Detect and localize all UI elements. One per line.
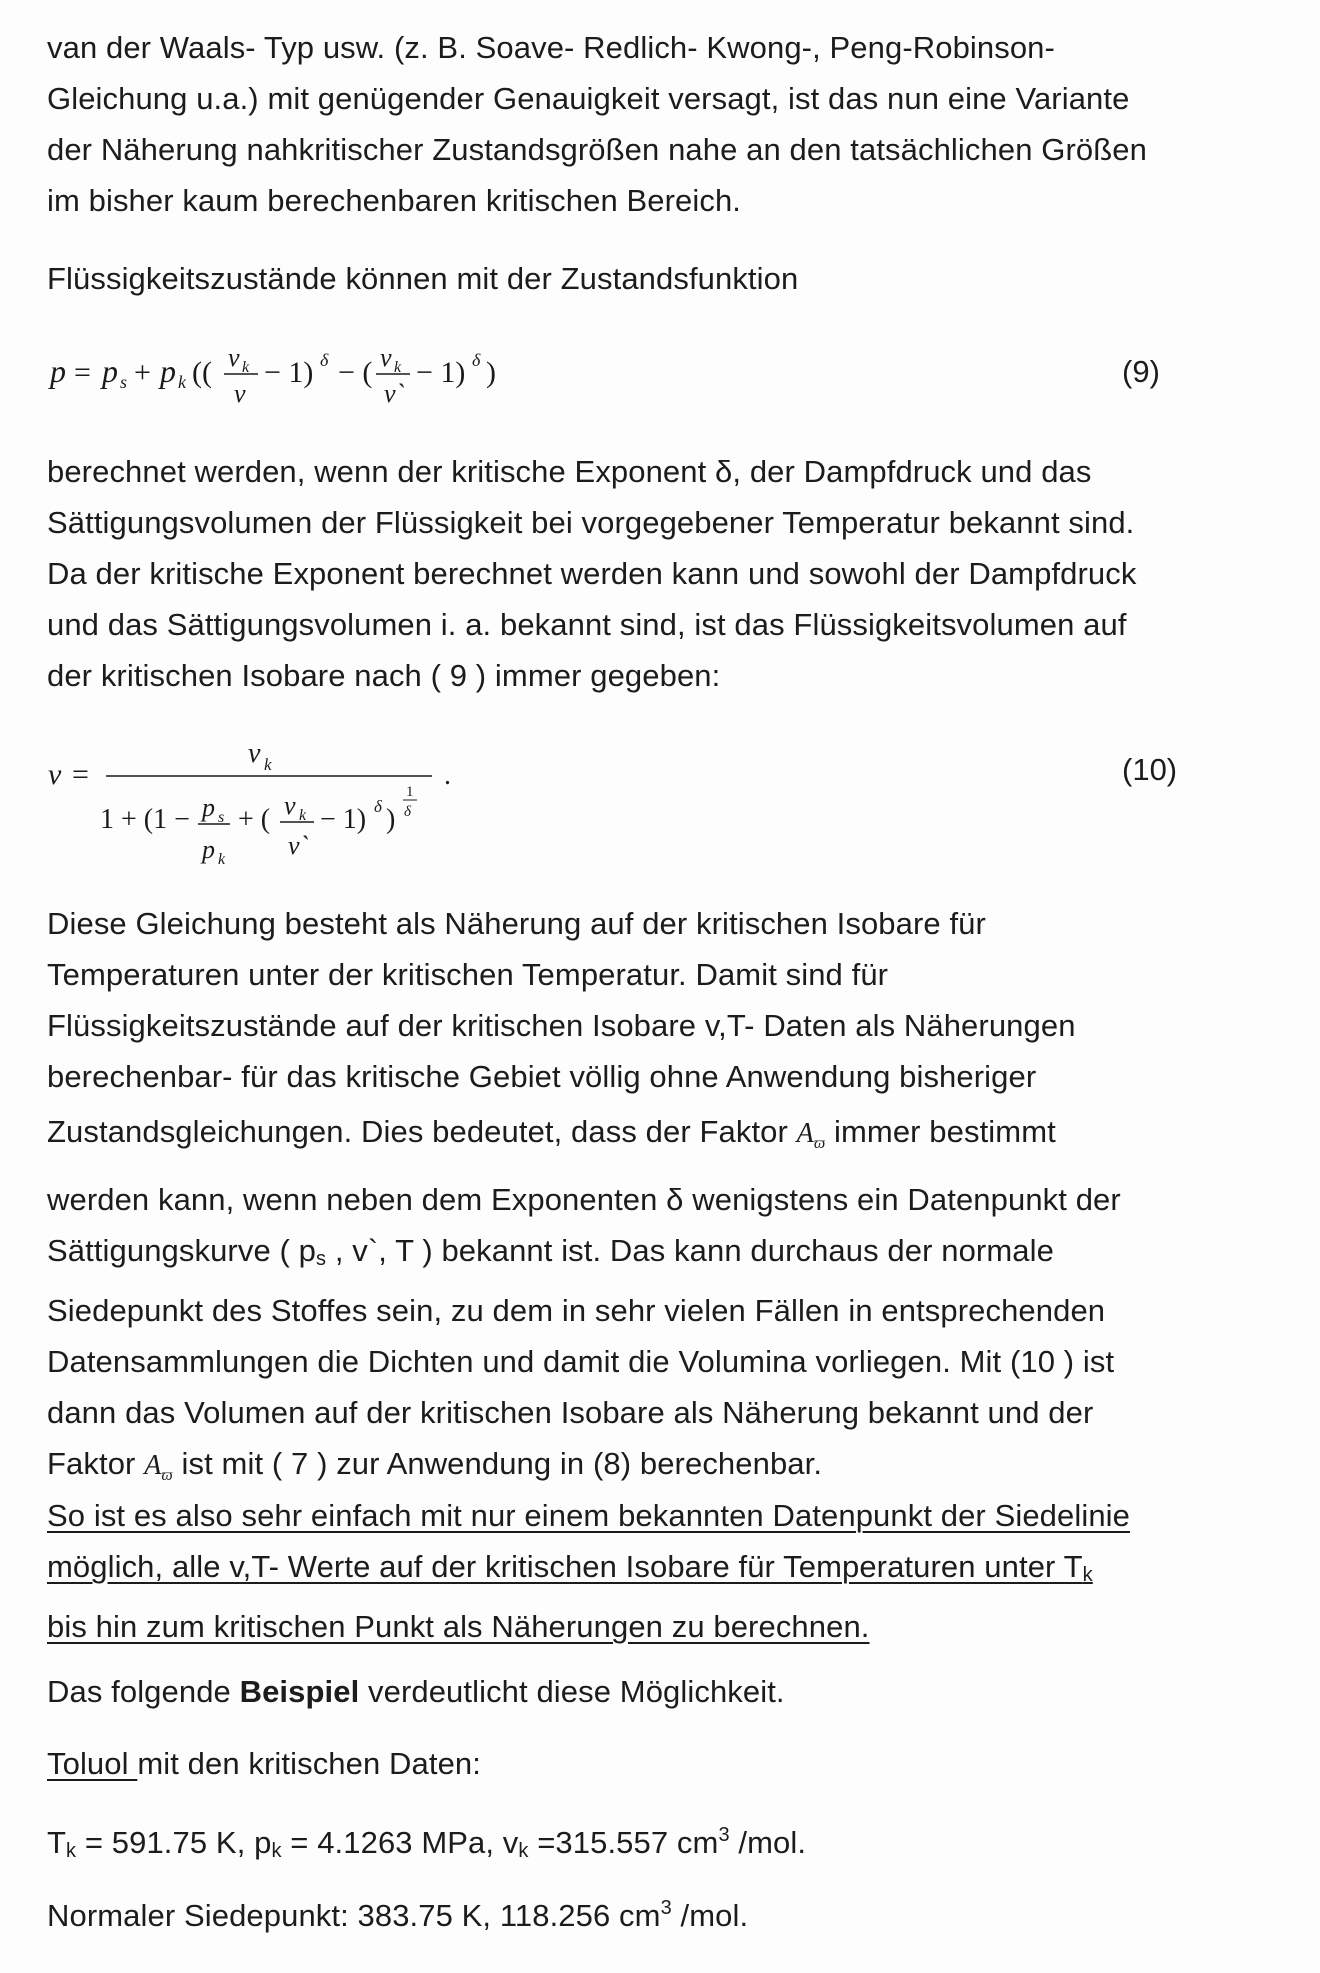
text-line: berechenbar- für das kritische Gebiet völlig ohne Anwendung bisheriger — [47, 1059, 1037, 1094]
superscript-3: 3 — [718, 1824, 730, 1846]
text-segment: Faktor — [47, 1446, 136, 1481]
text-line: Datensammlungen die Dichten und damit die Volumina vorliegen. Mit (10 ) ist — [47, 1344, 1115, 1379]
svg-text:1: 1 — [406, 784, 414, 800]
text-line: Diese Gleichung besteht als Näherung auf der kritischen Isobare für — [47, 906, 986, 941]
svg-text:k: k — [242, 359, 250, 376]
svg-text:k: k — [264, 755, 272, 774]
svg-text:p: p — [102, 353, 118, 389]
equation-9 — [40, 330, 560, 420]
svg-text:− 1): − 1) — [320, 804, 367, 835]
factor-a-omega: $A_ϖ$ — [144, 1450, 173, 1484]
subscript-k: k — [1082, 1564, 1093, 1586]
svg-text:δ: δ — [320, 350, 329, 370]
text-segment: =315.557 cm — [528, 1825, 719, 1860]
svg-text:δ: δ — [404, 804, 411, 820]
svg-text:): ) — [386, 804, 396, 835]
svg-text:− 1): − 1) — [416, 356, 466, 389]
text-line-with-bold — [47, 1666, 1287, 1717]
text-line-toluol — [47, 1738, 1287, 1789]
equation-10 — [40, 728, 480, 878]
paragraph-approximation — [47, 898, 1287, 1501]
text-segment: möglich, alle v,T- Werte auf der kritischen Isobare für Temperaturen unter T — [47, 1549, 1083, 1584]
text-line: So ist es also sehr einfach mit nur einem bekannten Datenpunkt der Siedelinie — [47, 1498, 1130, 1533]
svg-text:((: (( — [192, 356, 212, 389]
svg-text:=: = — [74, 356, 91, 389]
svg-text:v: v — [380, 343, 392, 372]
svg-text:p: p — [202, 793, 215, 822]
text-segment: Normaler Siedepunkt: 383.75 K, 118.256 cm — [47, 1898, 661, 1933]
text-segment: = 591.75 K, p — [76, 1825, 272, 1860]
text-line: der kritischen Isobare nach ( 9 ) immer gegeben: — [47, 658, 721, 693]
text-line: bis hin zum kritischen Punkt als Näherungen zu berechnen. — [47, 1609, 870, 1644]
svg-text:v: v — [248, 738, 261, 769]
svg-text:s: s — [120, 372, 128, 392]
equation-number-10: (10) — [1122, 752, 1178, 787]
paragraph-critical-data — [47, 1810, 1287, 1877]
paragraph-boiling-point — [47, 1883, 1287, 1941]
subscript-s: s — [316, 1248, 327, 1270]
text-segment: verdeutlicht diese Möglichkeit. — [359, 1674, 785, 1709]
svg-text:k: k — [218, 851, 226, 868]
svg-text:+: + — [134, 356, 151, 389]
svg-text:.: . — [444, 760, 451, 791]
text-line: Flüssigkeitszustände können mit der Zustandsfunktion — [47, 261, 799, 296]
svg-text:− (: − ( — [338, 356, 373, 389]
svg-text:δ: δ — [472, 350, 481, 370]
svg-text:+ (: + ( — [238, 804, 271, 835]
svg-text:=: = — [72, 758, 89, 791]
svg-text:k: k — [394, 359, 402, 376]
svg-text:v`: v` — [384, 379, 405, 408]
svg-text:): ) — [486, 356, 496, 389]
subscript-k: k — [518, 1840, 529, 1862]
svg-text:− 1): − 1) — [264, 356, 314, 389]
text-segment: /mol. — [671, 1898, 749, 1933]
toluol-label: Toluol — [47, 1746, 138, 1781]
text-line: van der Waals- Typ usw. (z. B. Soave- Redlich- Kwong-, Peng-Robinson- — [47, 30, 1055, 65]
text-line: der Näherung nahkritischer Zustandsgrößen nahe an den tatsächlichen Größen — [47, 132, 1147, 167]
svg-text:p: p — [50, 353, 66, 389]
text-line: Temperaturen unter der kritischen Temperatur. Damit sind für — [47, 957, 889, 992]
bold-example: Beispiel — [239, 1674, 360, 1709]
svg-text:v: v — [228, 343, 240, 372]
text-line-with-subscript — [47, 1225, 1287, 1285]
text-segment: ist mit ( 7 ) zur Anwendung in (8) berechenbar. — [181, 1446, 823, 1481]
svg-text:s: s — [218, 809, 225, 826]
factor-a-omega: $A_ϖ$ — [796, 1118, 826, 1152]
svg-text:1 + (1 −: 1 + (1 − — [100, 804, 190, 835]
paragraph-toluol — [47, 1738, 1287, 1789]
svg-text:v`: v` — [288, 831, 309, 860]
text-segment: = 4.1263 MPa, v — [281, 1825, 519, 1860]
text-line: werden kann, wenn neben dem Exponenten δ wenigstens ein Datenpunkt der — [47, 1182, 1121, 1217]
paragraph-exponent — [47, 446, 1287, 701]
svg-text:δ: δ — [374, 797, 382, 816]
paragraph-intro — [47, 22, 1287, 226]
svg-text:v: v — [48, 758, 62, 791]
text-segment: , v`, T ) bekannt ist. Das kann durchaus der normale — [326, 1233, 1054, 1268]
paragraph-conclusion-underlined — [47, 1490, 1287, 1652]
text-segment: mit den kritischen Daten: — [137, 1746, 481, 1781]
text-segment: T — [47, 1825, 67, 1860]
text-segment: /mol. — [729, 1825, 807, 1860]
superscript-3: 3 — [660, 1897, 672, 1919]
svg-text:p: p — [202, 835, 215, 864]
text-line: Flüssigkeitszustände auf der kritischen Isobare v,T- Daten als Näherungen — [47, 1008, 1076, 1043]
subscript-k: k — [271, 1840, 282, 1862]
text-line: im bisher kaum berechenbaren kritischen Bereich. — [47, 183, 742, 218]
critical-data-line — [47, 1810, 1287, 1877]
text-line: und das Sättigungsvolumen i. a. bekannt sind, ist das Flüssigkeitsvolumen auf — [47, 607, 1127, 642]
text-segment: immer bestimmt — [834, 1114, 1056, 1149]
text-segment: Sättigungskurve ( p — [47, 1233, 316, 1268]
text-line: dann das Volumen auf der kritischen Isobare als Näherung bekannt und der — [47, 1395, 1094, 1430]
text-line: Siedepunkt des Stoffes sein, zu dem in sehr vielen Fällen in entsprechenden — [47, 1293, 1106, 1328]
paragraph-example-intro — [47, 1666, 1287, 1717]
svg-text:p: p — [160, 353, 176, 389]
text-segment: Zustandsgleichungen. Dies bedeutet, dass der Faktor — [47, 1114, 788, 1149]
text-line: Da der kritische Exponent berechnet werden kann und sowohl der Dampfdruck — [47, 556, 1137, 591]
text-line: berechnet werden, wenn der kritische Exponent δ, der Dampfdruck und das — [47, 454, 1092, 489]
paragraph-state-function — [47, 253, 1287, 304]
text-line: Sättigungsvolumen der Flüssigkeit bei vorgegebener Temperatur bekannt sind. — [47, 505, 1135, 540]
subscript-k: k — [66, 1840, 77, 1862]
svg-text:v: v — [234, 379, 246, 408]
text-line-with-subscript — [47, 1541, 1287, 1601]
svg-text:v: v — [284, 791, 296, 820]
text-line-with-factor — [47, 1102, 1287, 1174]
text-line: Gleichung u.a.) mit genügender Genauigkeit versagt, ist das nun eine Variante — [47, 81, 1130, 116]
text-segment: Das folgende — [47, 1674, 240, 1709]
svg-text:k: k — [299, 807, 307, 824]
boiling-point-line — [47, 1883, 1287, 1941]
svg-text:k: k — [178, 372, 186, 392]
equation-number-9: (9) — [1122, 354, 1160, 389]
